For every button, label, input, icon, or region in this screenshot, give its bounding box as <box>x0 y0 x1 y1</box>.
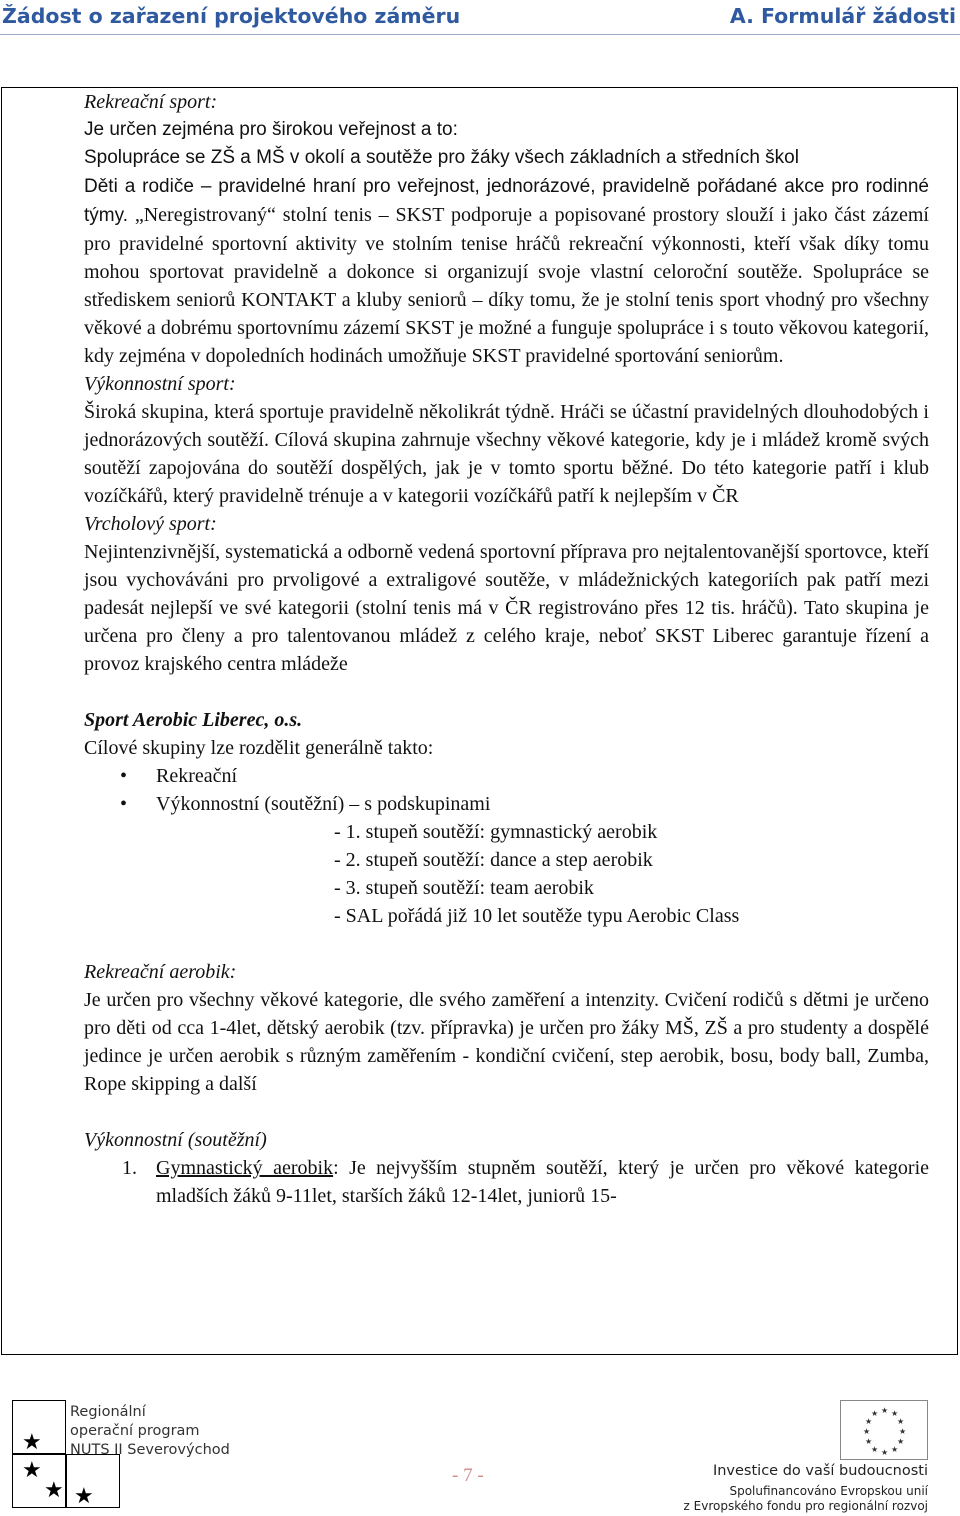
svg-text:★: ★ <box>881 1448 889 1457</box>
rekreacni-line-3: Děti a rodiče – pravidelné hraní pro veřejnost, jednorázové, pravidelně pořádané akce pro rodinné týmy. <box>84 176 929 226</box>
list-item: - SAL pořádá již 10 let soutěže typu Aerobic Class <box>334 905 740 927</box>
vykonnostni-sport-heading: Výkonnostní sport: <box>84 373 236 395</box>
svg-text:★: ★ <box>865 1437 873 1446</box>
rekreacni-line-2: Spolupráce se ZŠ a MŠ v okolí a soutěže pro žáky všech základních a středních škol <box>84 147 799 168</box>
rop-text: Regionální operační program NUTS II Severovýchod <box>70 1404 230 1458</box>
rekreacni-para <box>84 172 929 370</box>
seniori-text: Spolupráce se střediskem seniorů KONTAKT a kluby seniorů – díky tomu, že je stolní tenis sport vhodný pro všechny věkové a dobrému sportovnímu zázemí SKST je možné a funguje spolupráce i s touto věkovou kategorií, kdy zejména v dopoledních hodinách umožňuje SKST pravidelné sportování seniorům. <box>84 261 930 367</box>
bullet-icon: • <box>120 793 128 815</box>
star-icon: ★ <box>22 1458 42 1483</box>
svg-text:★: ★ <box>865 1417 873 1426</box>
list-item: • Výkonnostní (soutěžní) – s podskupinami <box>84 790 929 818</box>
bullet-list <box>84 762 929 818</box>
list-item: - 2. stupeň soutěží: dance a step aerobik <box>334 849 653 871</box>
svg-text:★: ★ <box>897 1437 905 1446</box>
sub-list <box>84 818 929 930</box>
eu-flag-icon <box>840 1400 928 1460</box>
star-icon: ★ <box>22 1430 42 1455</box>
gymnasticky-aerobik-label: Gymnastický aerobik <box>156 1157 334 1179</box>
eu-fund: z Evropského fondu pro regionální rozvoj <box>683 1499 928 1513</box>
svg-text:★: ★ <box>891 1445 899 1454</box>
svg-text:★: ★ <box>871 1445 879 1454</box>
svg-text:★: ★ <box>891 1409 899 1418</box>
vykonnostni-para: Široká skupina, která sportuje pravidelně několikrát týdně. Hráči se účastní pravidelných dlouhodobých i jednorázových soutěží. Cílová skupina zahrnuje všechny věkové kategorie, kdy je i mládež kromě svých soutěží zapojována do soutěží dospělých, jak je v tomto sportu běžné. Do této kategorie patří i klub vozíčkářů, který pravidelně trénuje a v kategorii vozíčkářů patří k nejlepším v ČR <box>84 401 929 507</box>
page-number: - 7 - <box>452 1465 484 1486</box>
list-item: - 1. stupeň soutěží: gymnastický aerobik <box>334 821 658 843</box>
svg-text:★: ★ <box>863 1427 871 1436</box>
vrcholovy-sport-heading: Vrcholový sport: <box>84 513 217 535</box>
header-left-title: Žádost o zařazení projektového záměru <box>2 4 461 28</box>
list-item: • Rekreační <box>84 762 929 790</box>
svg-text:★: ★ <box>871 1409 879 1418</box>
vrcholovy-para: Nejintenzivnější, systematická a odborně vedená sportovní příprava pro nejtalentovanější sportovce, kteří jsou vychováváni pro prvoligové a extraligové soutěže, v mládežnických kategoriích pak patří mezi padesát nejlepší ve své kategorii (stolní tenis má v ČR registrováno přes 12 tis. hráčů). Tato skupina je určena pro členy a pro talentovanou mládež z celého kraje, neboť SKST Liberec garantuje řízení a provoz krajského centra mládeže <box>84 541 929 675</box>
list-number: 1. <box>122 1157 137 1179</box>
svg-text:★: ★ <box>897 1417 905 1426</box>
eu-cofinanced: Spolufinancováno Evropskou unií <box>729 1484 928 1498</box>
header-right-title: A. Formulář žádosti <box>729 4 956 28</box>
svg-text:★: ★ <box>899 1427 907 1436</box>
sport-aerobic-title: Sport Aerobic Liberec, o.s. <box>84 709 303 731</box>
list-item: - 3. stupeň soutěží: team aerobik <box>334 877 594 899</box>
neregistrovany-text: „Neregistrovaný“ stolní tenis – SKST podporuje a popisované prostory slouží i jako část zázemí pro pravidelné sportovní aktivity ve stolním tenise hráčů rekreační výkonnosti, kteří však díky tomu mohou sportovat pravidelně a dokonce si organizují svoje vlastní celoroční soutěže. <box>84 204 929 283</box>
rekreacni-line-1: Je určen zejména pro širokou veřejnost a to: <box>84 119 458 140</box>
header-divider <box>0 34 960 35</box>
rekreacni-sport-heading: Rekreační sport: <box>84 91 218 113</box>
numbered-list-item <box>84 1154 929 1210</box>
eu-slogan: Investice do vaší budoucnosti <box>712 1463 928 1479</box>
rekreacni-aerobik-heading: Rekreační aerobik: <box>84 961 237 983</box>
bullet-icon: • <box>120 765 128 787</box>
cilove-skupiny-intro: Cílové skupiny lze rozdělit generálně takto: <box>84 737 434 759</box>
star-icon: ★ <box>74 1484 94 1509</box>
gymnasticky-aerobik-text: : Je nejvyšším stupněm soutěží, který je určen pro věkové kategorie mladších žáků 9-11let, starších žáků 12-14let, juniorů 15- <box>156 1157 930 1207</box>
star-icon: ★ <box>44 1478 64 1503</box>
svg-text:★: ★ <box>881 1406 889 1415</box>
vykonnostni-soutezni-heading: Výkonnostní (soutěžní) <box>84 1129 267 1151</box>
page-header <box>0 0 960 36</box>
document-body <box>84 88 929 1210</box>
rekreacni-aerobik-para: Je určen pro všechny věkové kategorie, dle svého zaměření a intenzity. Cvičení rodičů s dětmi je určeno pro děti od cca 1-4let, dětský aerobik (tzv. přípravka) je určen pro žáky MŠ, ZŠ a pro studenty a dospělé jedince je určen aerobik s různým zaměřením - kondiční cvičení, step aerobik, bosu, body ball, Zumba, Rope skipping a další <box>84 989 929 1095</box>
